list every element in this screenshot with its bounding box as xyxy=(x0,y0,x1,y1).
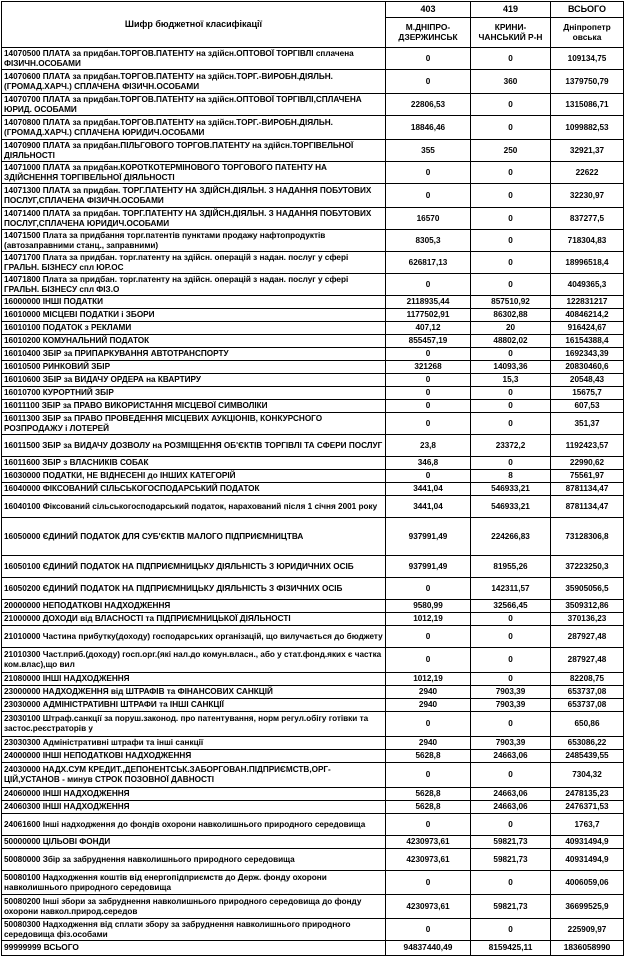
value-419: 0 xyxy=(471,348,551,361)
row-label: 16050000 ЄДИНИЙ ПОДАТОК ДЛЯ СУБ'ЄКТІВ МАЛОГО ПІДПРИЄМНИЦТВА xyxy=(2,518,386,556)
table-row xyxy=(2,94,624,116)
value-419: 7903,39 xyxy=(471,737,551,750)
value-403: 2118935,44 xyxy=(386,296,471,309)
table-row xyxy=(2,737,624,750)
value-total: 3509312,86 xyxy=(551,600,624,613)
value-total: 225909,97 xyxy=(551,919,624,941)
row-label: 23000000 НАДХОДЖЕННЯ від ШТРАФІВ та ФІНАНСОВИХ САНКЦІЙ xyxy=(2,686,386,699)
value-total: 32230,97 xyxy=(551,184,624,208)
header-name-krynychanskyi: КРИНИ-ЧАНСЬКИЙ Р-Н xyxy=(471,18,551,48)
value-419: 7903,39 xyxy=(471,686,551,699)
table-row xyxy=(2,613,624,626)
value-403: 0 xyxy=(386,348,471,361)
row-label: 16010400 ЗБІР за ПРИПАРКУВАННЯ АВТОТРАНСПОРТУ xyxy=(2,348,386,361)
table-row xyxy=(2,895,624,919)
table-row xyxy=(2,836,624,849)
value-total: 2478135,23 xyxy=(551,788,624,801)
value-403: 4230973,61 xyxy=(386,895,471,919)
value-403: 16570 xyxy=(386,208,471,230)
table-row xyxy=(2,763,624,788)
value-total: 8781134,47 xyxy=(551,496,624,518)
table-row xyxy=(2,252,624,274)
value-total: 7304,32 xyxy=(551,763,624,788)
value-419: 0 xyxy=(471,184,551,208)
table-row xyxy=(2,470,624,483)
value-403: 4230973,61 xyxy=(386,849,471,871)
value-total: 1763,7 xyxy=(551,814,624,836)
table-row xyxy=(2,919,624,941)
value-419: 0 xyxy=(471,230,551,252)
value-419: 0 xyxy=(471,919,551,941)
value-419: 59821,73 xyxy=(471,895,551,919)
value-403: 4230973,61 xyxy=(386,836,471,849)
table-row xyxy=(2,496,624,518)
value-total: 122831217 xyxy=(551,296,624,309)
row-label: 50080100 Надходження коштів від енергопідприємств до Держ. фонду охорони навколишнього природного середовища xyxy=(2,871,386,895)
table-row xyxy=(2,374,624,387)
value-403: 2940 xyxy=(386,737,471,750)
value-403: 94837440,49 xyxy=(386,941,471,956)
table-row xyxy=(2,801,624,814)
value-total: 16154388,4 xyxy=(551,335,624,348)
value-403: 0 xyxy=(386,387,471,400)
value-total: 1692343,39 xyxy=(551,348,624,361)
table-row xyxy=(2,578,624,600)
row-label: 14070600 ПЛАТА за придбан.ТОРГОВ.ПАТЕНТУ на здійсн.ТОРГ.-ВИРОБН.ДІЯЛЬН.(ГРОМАД.ХАРЧ.) СПЛАЧЕНА ФІЗИЧН.ОСОБАМИ xyxy=(2,70,386,94)
value-total: 8781134,47 xyxy=(551,483,624,496)
value-419: 0 xyxy=(471,626,551,648)
table-row xyxy=(2,814,624,836)
row-label: 14070900 ПЛАТА за придбан.ПІЛЬГОВОГО ТОРГОВ.ПАТЕНТУ на здійсн.ТОРГІВЕЛЬНОЇ ДІЯЛЬНОСТІ xyxy=(2,140,386,162)
value-419: 59821,73 xyxy=(471,849,551,871)
value-403: 407,12 xyxy=(386,322,471,335)
row-label: 50080300 Надходження від сплати збору за забруднення навколишнього природного середовища фіз.особами xyxy=(2,919,386,941)
header-code-total: ВСЬОГО xyxy=(551,2,624,18)
value-total: 650,86 xyxy=(551,712,624,737)
table-row xyxy=(2,788,624,801)
value-403: 5628,8 xyxy=(386,750,471,763)
value-419: 86302,88 xyxy=(471,309,551,322)
value-total: 75561,97 xyxy=(551,470,624,483)
header-code-403: 403 xyxy=(386,2,471,18)
row-label: 16010100 ПОДАТОК з РЕКЛАМИ xyxy=(2,322,386,335)
value-total: 916424,67 xyxy=(551,322,624,335)
value-total: 1836058990 xyxy=(551,941,624,956)
value-total: 1315086,71 xyxy=(551,94,624,116)
table-row xyxy=(2,116,624,140)
table-row xyxy=(2,518,624,556)
table-row xyxy=(2,413,624,435)
table-row xyxy=(2,208,624,230)
value-419: 0 xyxy=(471,457,551,470)
value-419: 24663,06 xyxy=(471,788,551,801)
value-419: 360 xyxy=(471,70,551,94)
value-419: 250 xyxy=(471,140,551,162)
value-403: 0 xyxy=(386,578,471,600)
value-419: 8159425,11 xyxy=(471,941,551,956)
value-419: 20 xyxy=(471,322,551,335)
value-403: 5628,8 xyxy=(386,788,471,801)
value-419: 0 xyxy=(471,613,551,626)
value-419: 546933,21 xyxy=(471,483,551,496)
value-419: 81955,26 xyxy=(471,556,551,578)
value-total: 287927,48 xyxy=(551,648,624,673)
row-label: 50000000 ЦІЛЬОВІ ФОНДИ xyxy=(2,836,386,849)
header-code-419: 419 xyxy=(471,2,551,18)
table-row xyxy=(2,648,624,673)
value-total: 109134,75 xyxy=(551,48,624,70)
table-row xyxy=(2,435,624,457)
value-total: 22622 xyxy=(551,162,624,184)
table-row xyxy=(2,230,624,252)
row-label: 14071500 Плата за придбання торг.патентів пунктами продажу нафтопродуктів (автозаправними станц., заправними) xyxy=(2,230,386,252)
value-total: 40846214,2 xyxy=(551,309,624,322)
value-403: 355 xyxy=(386,140,471,162)
table-row xyxy=(2,70,624,94)
row-label: 16030000 ПОДАТКИ, НЕ ВІДНЕСЕНІ до ІНШИХ КАТЕГОРІЙ xyxy=(2,470,386,483)
value-403: 0 xyxy=(386,626,471,648)
value-419: 0 xyxy=(471,712,551,737)
value-419: 7903,39 xyxy=(471,699,551,712)
value-403: 3441,04 xyxy=(386,496,471,518)
value-total: 40931494,9 xyxy=(551,849,624,871)
table-row xyxy=(2,348,624,361)
table-row xyxy=(2,274,624,296)
table-row xyxy=(2,941,624,956)
row-label: 16040000 ФІКСОВАНИЙ СІЛЬСЬКОГОСПОДАРСЬКИЙ ПОДАТОК xyxy=(2,483,386,496)
table-row xyxy=(2,309,624,322)
table-row xyxy=(2,335,624,348)
header-name-dnipropetrovska: Дніпропетр овська xyxy=(551,18,624,48)
row-label: 16010200 КОМУНАЛЬНИЙ ПОДАТОК xyxy=(2,335,386,348)
table-row xyxy=(2,483,624,496)
value-total: 287927,48 xyxy=(551,626,624,648)
value-403: 0 xyxy=(386,162,471,184)
value-419: 0 xyxy=(471,400,551,413)
value-419: 857510,92 xyxy=(471,296,551,309)
table-row xyxy=(2,387,624,400)
table-row xyxy=(2,48,624,70)
row-label: 14070500 ПЛАТА за придбан.ТОРГОВ.ПАТЕНТУ на здійсн.ОПТОВОЇ ТОРГІВЛІ сплачена ФІЗИЧН.ОСОБАМИ xyxy=(2,48,386,70)
value-419: 24663,06 xyxy=(471,801,551,814)
value-total: 837277,5 xyxy=(551,208,624,230)
value-403: 1012,19 xyxy=(386,613,471,626)
row-label: 14071000 ПЛАТА за придбан.КОРОТКОТЕРМІНОВОГО ТОРГОВОГО ПАТЕНТУ НА ЗДІЙСНЕННЯ ТОРГІВЕЛЬНОЇ ДІЯЛЬНОСТІ xyxy=(2,162,386,184)
table-row xyxy=(2,556,624,578)
value-total: 1192423,57 xyxy=(551,435,624,457)
row-label: 16050200 ЄДИНИЙ ПОДАТОК НА ПІДПРИЄМНИЦЬКУ ДІЯЛЬНІСТЬ З ФІЗИЧНИХ ОСІБ xyxy=(2,578,386,600)
table-row xyxy=(2,400,624,413)
value-403: 0 xyxy=(386,184,471,208)
row-label: 16010500 РИНКОВИЙ ЗБІР xyxy=(2,361,386,374)
value-403: 8305,3 xyxy=(386,230,471,252)
value-total: 4049365,3 xyxy=(551,274,624,296)
value-403: 855457,19 xyxy=(386,335,471,348)
row-label: 23030000 АДМІНІСТРАТИВНІ ШТРАФИ та ІНШІ САНКЦІЇ xyxy=(2,699,386,712)
value-total: 1379750,79 xyxy=(551,70,624,94)
row-label: 14071300 ПЛАТА за придбан. ТОРГ.ПАТЕНТУ НА ЗДІЙСН.ДІЯЛЬН. З НАДАННЯ ПОБУТОВИХ ПОСЛУГ,СПЛАЧЕНА ФІЗИЧН.ОСОБАМИ xyxy=(2,184,386,208)
value-403: 0 xyxy=(386,48,471,70)
row-label: 14070800 ПЛАТА за придбан.ТОРГОВ.ПАТЕНТУ на здійсн.ТОРГ.-ВИРОБН.ДІЯЛЬН.(ГРОМАД.ХАРЧ.) СПЛАЧЕНА ЮРИДИЧ.ОСОБАМИ xyxy=(2,116,386,140)
value-403: 23,8 xyxy=(386,435,471,457)
value-419: 0 xyxy=(471,252,551,274)
value-403: 1012,19 xyxy=(386,673,471,686)
value-403: 1177502,91 xyxy=(386,309,471,322)
value-total: 18996518,4 xyxy=(551,252,624,274)
value-403: 2940 xyxy=(386,699,471,712)
value-403: 0 xyxy=(386,919,471,941)
value-total: 653737,08 xyxy=(551,686,624,699)
row-label: 14071400 ПЛАТА за придбан. ТОРГ.ПАТЕНТУ НА ЗДІЙСН.ДІЯЛЬН. З НАДАННЯ ПОБУТОВИХ ПОСЛУГ,СПЛАЧЕНА ЮРИДИЧ.ОСОБАМИ xyxy=(2,208,386,230)
value-419: 0 xyxy=(471,413,551,435)
table-row xyxy=(2,750,624,763)
budget-table-container xyxy=(1,1,624,956)
table-row xyxy=(2,712,624,737)
value-total: 2476371,53 xyxy=(551,801,624,814)
value-403: 18846,46 xyxy=(386,116,471,140)
row-label: 16011100 ЗБІР за ПРАВО ВИКОРИСТАННЯ МІСЦЕВОЇ СИМВОЛІКИ xyxy=(2,400,386,413)
table-row xyxy=(2,626,624,648)
value-total: 370136,23 xyxy=(551,613,624,626)
table-row xyxy=(2,849,624,871)
table-row xyxy=(2,184,624,208)
value-419: 0 xyxy=(471,673,551,686)
value-total: 20830460,6 xyxy=(551,361,624,374)
value-403: 0 xyxy=(386,712,471,737)
row-label: 16010600 ЗБІР за ВИДАЧУ ОРДЕРА на КВАРТИРУ xyxy=(2,374,386,387)
table-row xyxy=(2,361,624,374)
row-label: 14071800 Плата за придбан. торг.патенту на здійсн. операцій з надан. послуг у сфері ГРАЛЬН. БІЗНЕСУ спл ФІЗ.О xyxy=(2,274,386,296)
value-403: 0 xyxy=(386,871,471,895)
value-403: 0 xyxy=(386,400,471,413)
value-419: 0 xyxy=(471,162,551,184)
value-total: 37223250,3 xyxy=(551,556,624,578)
row-label: 16010000 МІСЦЕВІ ПОДАТКИ і ЗБОРИ xyxy=(2,309,386,322)
row-label: 21000000 ДОХОДИ від ВЛАСНОСТІ та ПІДПРИЄМНИЦЬКОЇ ДІЯЛЬНОСТІ xyxy=(2,613,386,626)
table-row xyxy=(2,600,624,613)
table-row xyxy=(2,457,624,470)
value-403: 321268 xyxy=(386,361,471,374)
row-label: 16050100 ЄДИНИЙ ПОДАТОК НА ПІДПРИЄМНИЦЬКУ ДІЯЛЬНІСТЬ З ЮРИДИЧНИХ ОСІБ xyxy=(2,556,386,578)
value-total: 653737,08 xyxy=(551,699,624,712)
header-name-dniprodzerzhynsk: М.ДНІПРО-ДЗЕРЖИНСЬК xyxy=(386,18,471,48)
value-419: 546933,21 xyxy=(471,496,551,518)
row-label: 24060300 ІНШІ НАДХОДЖЕННЯ xyxy=(2,801,386,814)
value-419: 0 xyxy=(471,208,551,230)
row-label: 21080000 ІНШІ НАДХОДЖЕННЯ xyxy=(2,673,386,686)
value-total: 1099882,53 xyxy=(551,116,624,140)
row-label: 16040100 Фіксований сільськогосподарський податок, нарахований після 1 січня 2001 року xyxy=(2,496,386,518)
value-403: 0 xyxy=(386,274,471,296)
value-403: 5628,8 xyxy=(386,801,471,814)
row-label: 16011300 ЗБІР за ПРАВО ПРОВЕДЕННЯ МІСЦЕВИХ АУКЦІОНІВ, КОНКУРСНОГО РОЗПРОДАЖУ і ЛОТЕРЕЙ xyxy=(2,413,386,435)
table-row xyxy=(2,871,624,895)
value-403: 0 xyxy=(386,648,471,673)
value-403: 0 xyxy=(386,413,471,435)
value-total: 35905056,5 xyxy=(551,578,624,600)
row-label: 20000000 НЕПОДАТКОВІ НАДХОДЖЕННЯ xyxy=(2,600,386,613)
value-total: 607,53 xyxy=(551,400,624,413)
value-403: 626817,13 xyxy=(386,252,471,274)
header-row-codes xyxy=(2,2,624,18)
row-label: 50080200 Інші збори за забруднення навколишнього природного середовища до фонду охорони навкол.природ.середов xyxy=(2,895,386,919)
table-row xyxy=(2,162,624,184)
value-419: 0 xyxy=(471,387,551,400)
value-total: 82208,75 xyxy=(551,673,624,686)
row-label: 16010700 КУРОРТНИЙ ЗБІР xyxy=(2,387,386,400)
header-title: Шифр бюджетної класифікації xyxy=(2,2,386,48)
value-403: 3441,04 xyxy=(386,483,471,496)
value-total: 4006059,06 xyxy=(551,871,624,895)
table-row xyxy=(2,699,624,712)
table-row xyxy=(2,140,624,162)
value-total: 15675,7 xyxy=(551,387,624,400)
value-419: 23372,2 xyxy=(471,435,551,457)
value-403: 0 xyxy=(386,470,471,483)
value-total: 718304,83 xyxy=(551,230,624,252)
value-total: 40931494,9 xyxy=(551,836,624,849)
value-419: 0 xyxy=(471,814,551,836)
value-403: 346,8 xyxy=(386,457,471,470)
value-total: 2485439,55 xyxy=(551,750,624,763)
value-403: 0 xyxy=(386,374,471,387)
value-total: 36699525,9 xyxy=(551,895,624,919)
table-row xyxy=(2,673,624,686)
value-403: 9580,99 xyxy=(386,600,471,613)
value-419: 224266,83 xyxy=(471,518,551,556)
row-label: 21010000 Частина прибутку(доходу) господарських організацій, що вилучається до бюджету xyxy=(2,626,386,648)
row-label: 14071700 Плата за придбан. торг.патенту на здійсн. операцій з надан. послуг у сфері ГРАЛЬН. БІЗНЕСУ спл ЮР.ОС xyxy=(2,252,386,274)
row-label: 21010300 Част.приб.(доходу) госп.орг.(які нал.до комун.власн., або у стат.фонд.яких є частка ком.влас),що вил xyxy=(2,648,386,673)
row-label: 99999999 ВСЬОГО xyxy=(2,941,386,956)
value-419: 0 xyxy=(471,116,551,140)
value-419: 0 xyxy=(471,274,551,296)
value-419: 142311,57 xyxy=(471,578,551,600)
value-419: 15,3 xyxy=(471,374,551,387)
table-body xyxy=(2,48,624,956)
value-total: 351,37 xyxy=(551,413,624,435)
table-row xyxy=(2,686,624,699)
row-label: 23030300 Адміністративні штрафи та інші санкції xyxy=(2,737,386,750)
table-row xyxy=(2,322,624,335)
value-403: 22806,53 xyxy=(386,94,471,116)
value-419: 59821,73 xyxy=(471,836,551,849)
value-419: 0 xyxy=(471,48,551,70)
value-total: 73128306,8 xyxy=(551,518,624,556)
row-label: 16011600 ЗБІР з ВЛАСНИКІВ СОБАК xyxy=(2,457,386,470)
value-total: 22990,62 xyxy=(551,457,624,470)
value-total: 20548,43 xyxy=(551,374,624,387)
value-403: 0 xyxy=(386,814,471,836)
value-419: 0 xyxy=(471,94,551,116)
value-419: 32566,45 xyxy=(471,600,551,613)
row-label: 14070700 ПЛАТА за придбан.ТОРГОВ.ПАТЕНТУ на здійсн.ОПТОВОЇ ТОРГІВЛІ,СПЛАЧЕНА ЮРИД. ОСОБАМИ xyxy=(2,94,386,116)
value-419: 48802,02 xyxy=(471,335,551,348)
row-label: 24030000 НАДХ.СУМ КРЕДИТ.,ДЕПОНЕНТСЬК.ЗАБОРГОВАН.ПІДПРИЄМСТВ,ОРГ-ЦІЙ,УСТАНОВ - минув СТРОК ПОЗОВНОЇ ДАВНОСТІ xyxy=(2,763,386,788)
value-419: 0 xyxy=(471,763,551,788)
value-403: 2940 xyxy=(386,686,471,699)
row-label: 50080000 Збір за забруднення навколишнього природного середовища xyxy=(2,849,386,871)
row-label: 23030100 Штраф.санкції за поруш.законод. про патентування, норм регул.обігу готівки та застос.реєстраторів у xyxy=(2,712,386,737)
value-total: 32921,37 xyxy=(551,140,624,162)
row-label: 24060000 ІНШІ НАДХОДЖЕННЯ xyxy=(2,788,386,801)
row-label: 16000000 ІНШІ ПОДАТКИ xyxy=(2,296,386,309)
value-403: 0 xyxy=(386,763,471,788)
value-419: 0 xyxy=(471,648,551,673)
value-419: 24663,06 xyxy=(471,750,551,763)
row-label: 24000000 ІНШІ НЕПОДАТКОВІ НАДХОДЖЕННЯ xyxy=(2,750,386,763)
budget-table xyxy=(1,1,624,956)
value-419: 0 xyxy=(471,871,551,895)
value-total: 653086,22 xyxy=(551,737,624,750)
value-403: 0 xyxy=(386,70,471,94)
value-403: 937991,49 xyxy=(386,518,471,556)
value-419: 14093,36 xyxy=(471,361,551,374)
value-403: 937991,49 xyxy=(386,556,471,578)
row-label: 16011500 ЗБІР за ВИДАЧУ ДОЗВОЛУ на РОЗМІЩЕННЯ ОБ'ЄКТІВ ТОРГІВЛІ ТА СФЕРИ ПОСЛУГ xyxy=(2,435,386,457)
value-419: 8 xyxy=(471,470,551,483)
row-label: 24061600 Інші надходження до фондів охорони навколишнього природного середовища xyxy=(2,814,386,836)
table-row xyxy=(2,296,624,309)
